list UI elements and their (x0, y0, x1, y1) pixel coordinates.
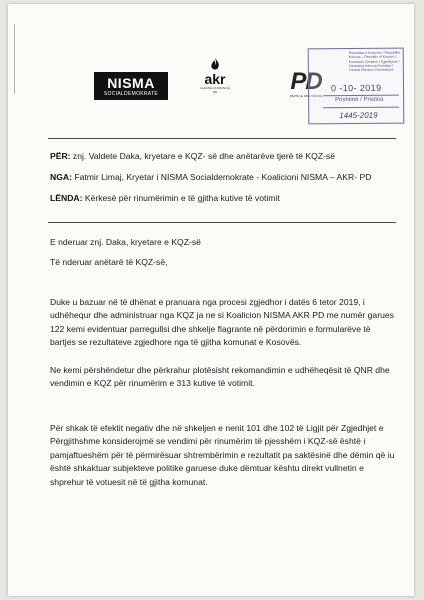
paragraph-2: Ne kemi përshëndetur dhe përkrahur plotësisht rekomandimin e udhëheqësit të QNR dhe vendimin e KQZ për rinumërim e 313 kutive të votimit. (50, 365, 390, 389)
pd-logo-name: PD (290, 68, 322, 95)
subject-line (50, 193, 280, 203)
stamp-number: 1445-2019 (339, 110, 378, 121)
sender-label: NGA: (50, 172, 72, 182)
salutation-members: Të nderuar anëtarë të KQZ-së, (50, 257, 168, 267)
stamp-date: 0 -10- 2019 (330, 82, 382, 94)
page-edge-mark (14, 24, 15, 94)
header-rule-bottom (48, 222, 396, 223)
letter-page (8, 4, 414, 596)
nisma-logo-name: NISMA (107, 75, 155, 91)
nisma-logo-sub: SOCIALDEMOKRATE (103, 91, 159, 97)
header-rule-top (48, 138, 396, 139)
paragraph-3: Për shkak të efektit negativ dhe në shkeljen e nenit 101 dhe 102 të Ligjit për Zgjedhjet e Përgjithshme konsiderojmë se vendimi për rinumërim të pjesshëm i KQZ-së është i pamjaftueshëm për të përmirësuar shtrembërimin e rezultatit pa saktësinë dhe dëmin që iu është shkaktuar subjekteve politike garuese duke dëmtuar kështu direkt vullnetin e shprehur të votuesit në të gjitha komunat. (50, 423, 395, 487)
salutation-chair: E nderuar znj. Daka, kryetare e KQZ-së (50, 237, 201, 247)
akr-logo-name: akr (204, 71, 226, 87)
stamp-place: Prishtinë / Pristina (335, 96, 384, 104)
reception-stamp (308, 48, 405, 125)
recipient-line (50, 151, 335, 161)
nisma-logo (94, 72, 168, 100)
subject-label: LËNDA: (50, 193, 83, 203)
paragraph-1: Duke u bazuar në të dhënat e pranuara nga procesi zgjedhor i datës 6 tetor 2019, i udhëhequr dhe administruar nga KQZ ja ne si Koalicion NISMA AKR PD me numër garues 122 kemi evidentuar parregullsi dhe shkelje flagrante në përdorimin e formularëve të bartjes se rezultateve zgjedhore nga të gjitha komunat e Kosovës. (50, 297, 394, 348)
stamp-header: Republika e Kosovës / Republika Kosova – Republic of Kosovo / Komisioni Qendror i Zgjedhjeve / Centralna Izborna Komisija / Central Election Commission (348, 50, 401, 73)
subject-value: Kërkesë për rinumërimin e të gjitha kutive të votimit (82, 193, 280, 203)
sender-value: Fatmir Limaj, Kryetar i NISMA Socialdemokrate - Koalicioni NISMA – AKR- PD (71, 172, 372, 182)
akr-logo (198, 58, 232, 98)
recipient-value: znj. Valdete Daka, kryetare e KQZ- së dhe anëtarëve tjerë të KQZ-së (70, 151, 336, 161)
pd-logo-sub: PARTIA E DREJTËSISË (289, 94, 323, 98)
akr-logo-sub: ALEANCA KOSOVA E RE (200, 86, 230, 94)
recipient-label: PËR: (50, 151, 71, 161)
stamp-divider (323, 107, 399, 109)
sender-line (50, 172, 371, 182)
akr-flame-icon (209, 58, 221, 72)
